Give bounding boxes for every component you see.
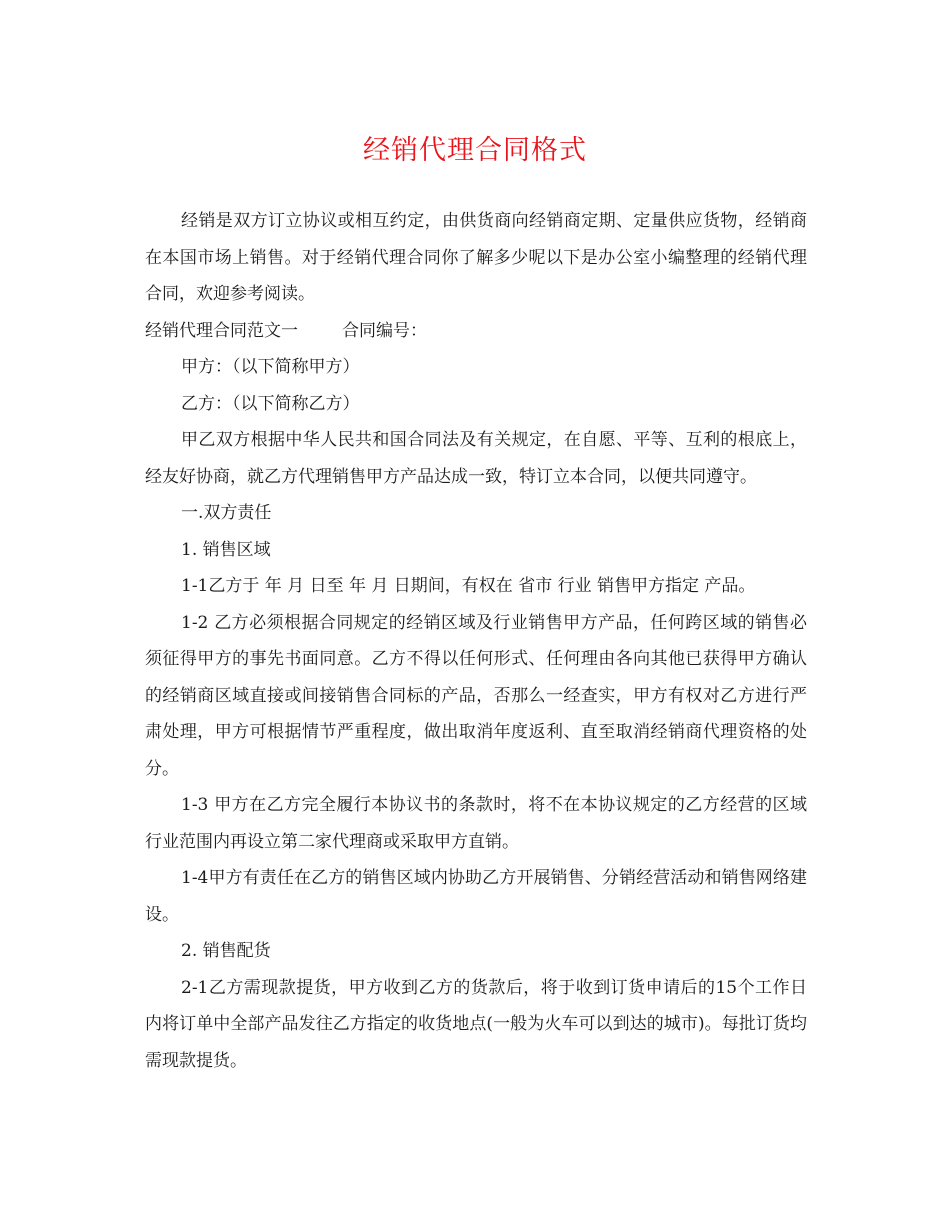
intro-paragraph: 经销是双方订立协议或相互约定，由供货商向经销商定期、定量供应货物，经销商在本国市场上销售。对于经销代理合同你了解多少呢以下是办公室小编整理的经销代理合同，欢迎参考阅读。 bbox=[145, 211, 807, 304]
clause-2-1: 2-1乙方需现款提货，甲方收到乙方的货款后，将于收到订货申请后的15个工作日内将订单中全部产品发往乙方指定的收货地点(一般为火车可以到达的城市)。每批订货均需现款提货。 bbox=[145, 977, 807, 1071]
contract-number-label: 合同编号： bbox=[342, 320, 427, 341]
section-1-heading: 一.双方责任 bbox=[181, 503, 272, 523]
party-b-line: 乙方：（以下简称乙方） bbox=[181, 393, 360, 414]
preamble-paragraph: 甲乙双方根据中华人民共和国合同法及有关规定，在自愿、平等、互利的根底上，经友好协商，就乙方代理销售甲方产品达成一致，特订立本合同，以便共同遵守。 bbox=[145, 430, 807, 487]
clause-1-3: 1-3 甲方在乙方完全履行本协议书的条款时，将不在本协议规定的乙方经营的区域行业范围内再设立第二家代理商或采取甲方直销。 bbox=[145, 795, 807, 852]
party-a-line: 甲方：（以下简称甲方） bbox=[181, 357, 360, 377]
document-title: 经销代理合同格式 bbox=[363, 135, 587, 166]
sample-heading: 经销代理合同范文一 bbox=[145, 320, 298, 341]
sample-heading-line bbox=[145, 313, 807, 350]
clause-1-2: 1-2 乙方必须根据合同规定的经销区域及行业销售甲方产品，任何跨区域的销售必须征得甲方的事先书面同意。乙方不得以任何形式、任何理由各向其他已获得甲方确认的经销商区域直接或间接销售合同标的产品，否那么一经查实，甲方有权对乙方进行严肃处理，甲方可根据情节严重程度，做出取消年度返利、直至取消经销商代理资格的处分。 bbox=[145, 612, 807, 779]
clause-1-4: 1-4甲方有责任在乙方的销售区域内协助乙方开展销售、分销经营活动和销售网络建设。 bbox=[145, 868, 807, 925]
clause-1-1: 1-1乙方于 年 月 日至 年 月 日期间，有权在 省市 行业 销售甲方指定 产品。 bbox=[181, 576, 756, 596]
document-body bbox=[145, 203, 807, 1079]
subsection-2-heading: 2. 销售配货 bbox=[181, 941, 271, 961]
subsection-1-heading: 1. 销售区域 bbox=[181, 539, 271, 560]
